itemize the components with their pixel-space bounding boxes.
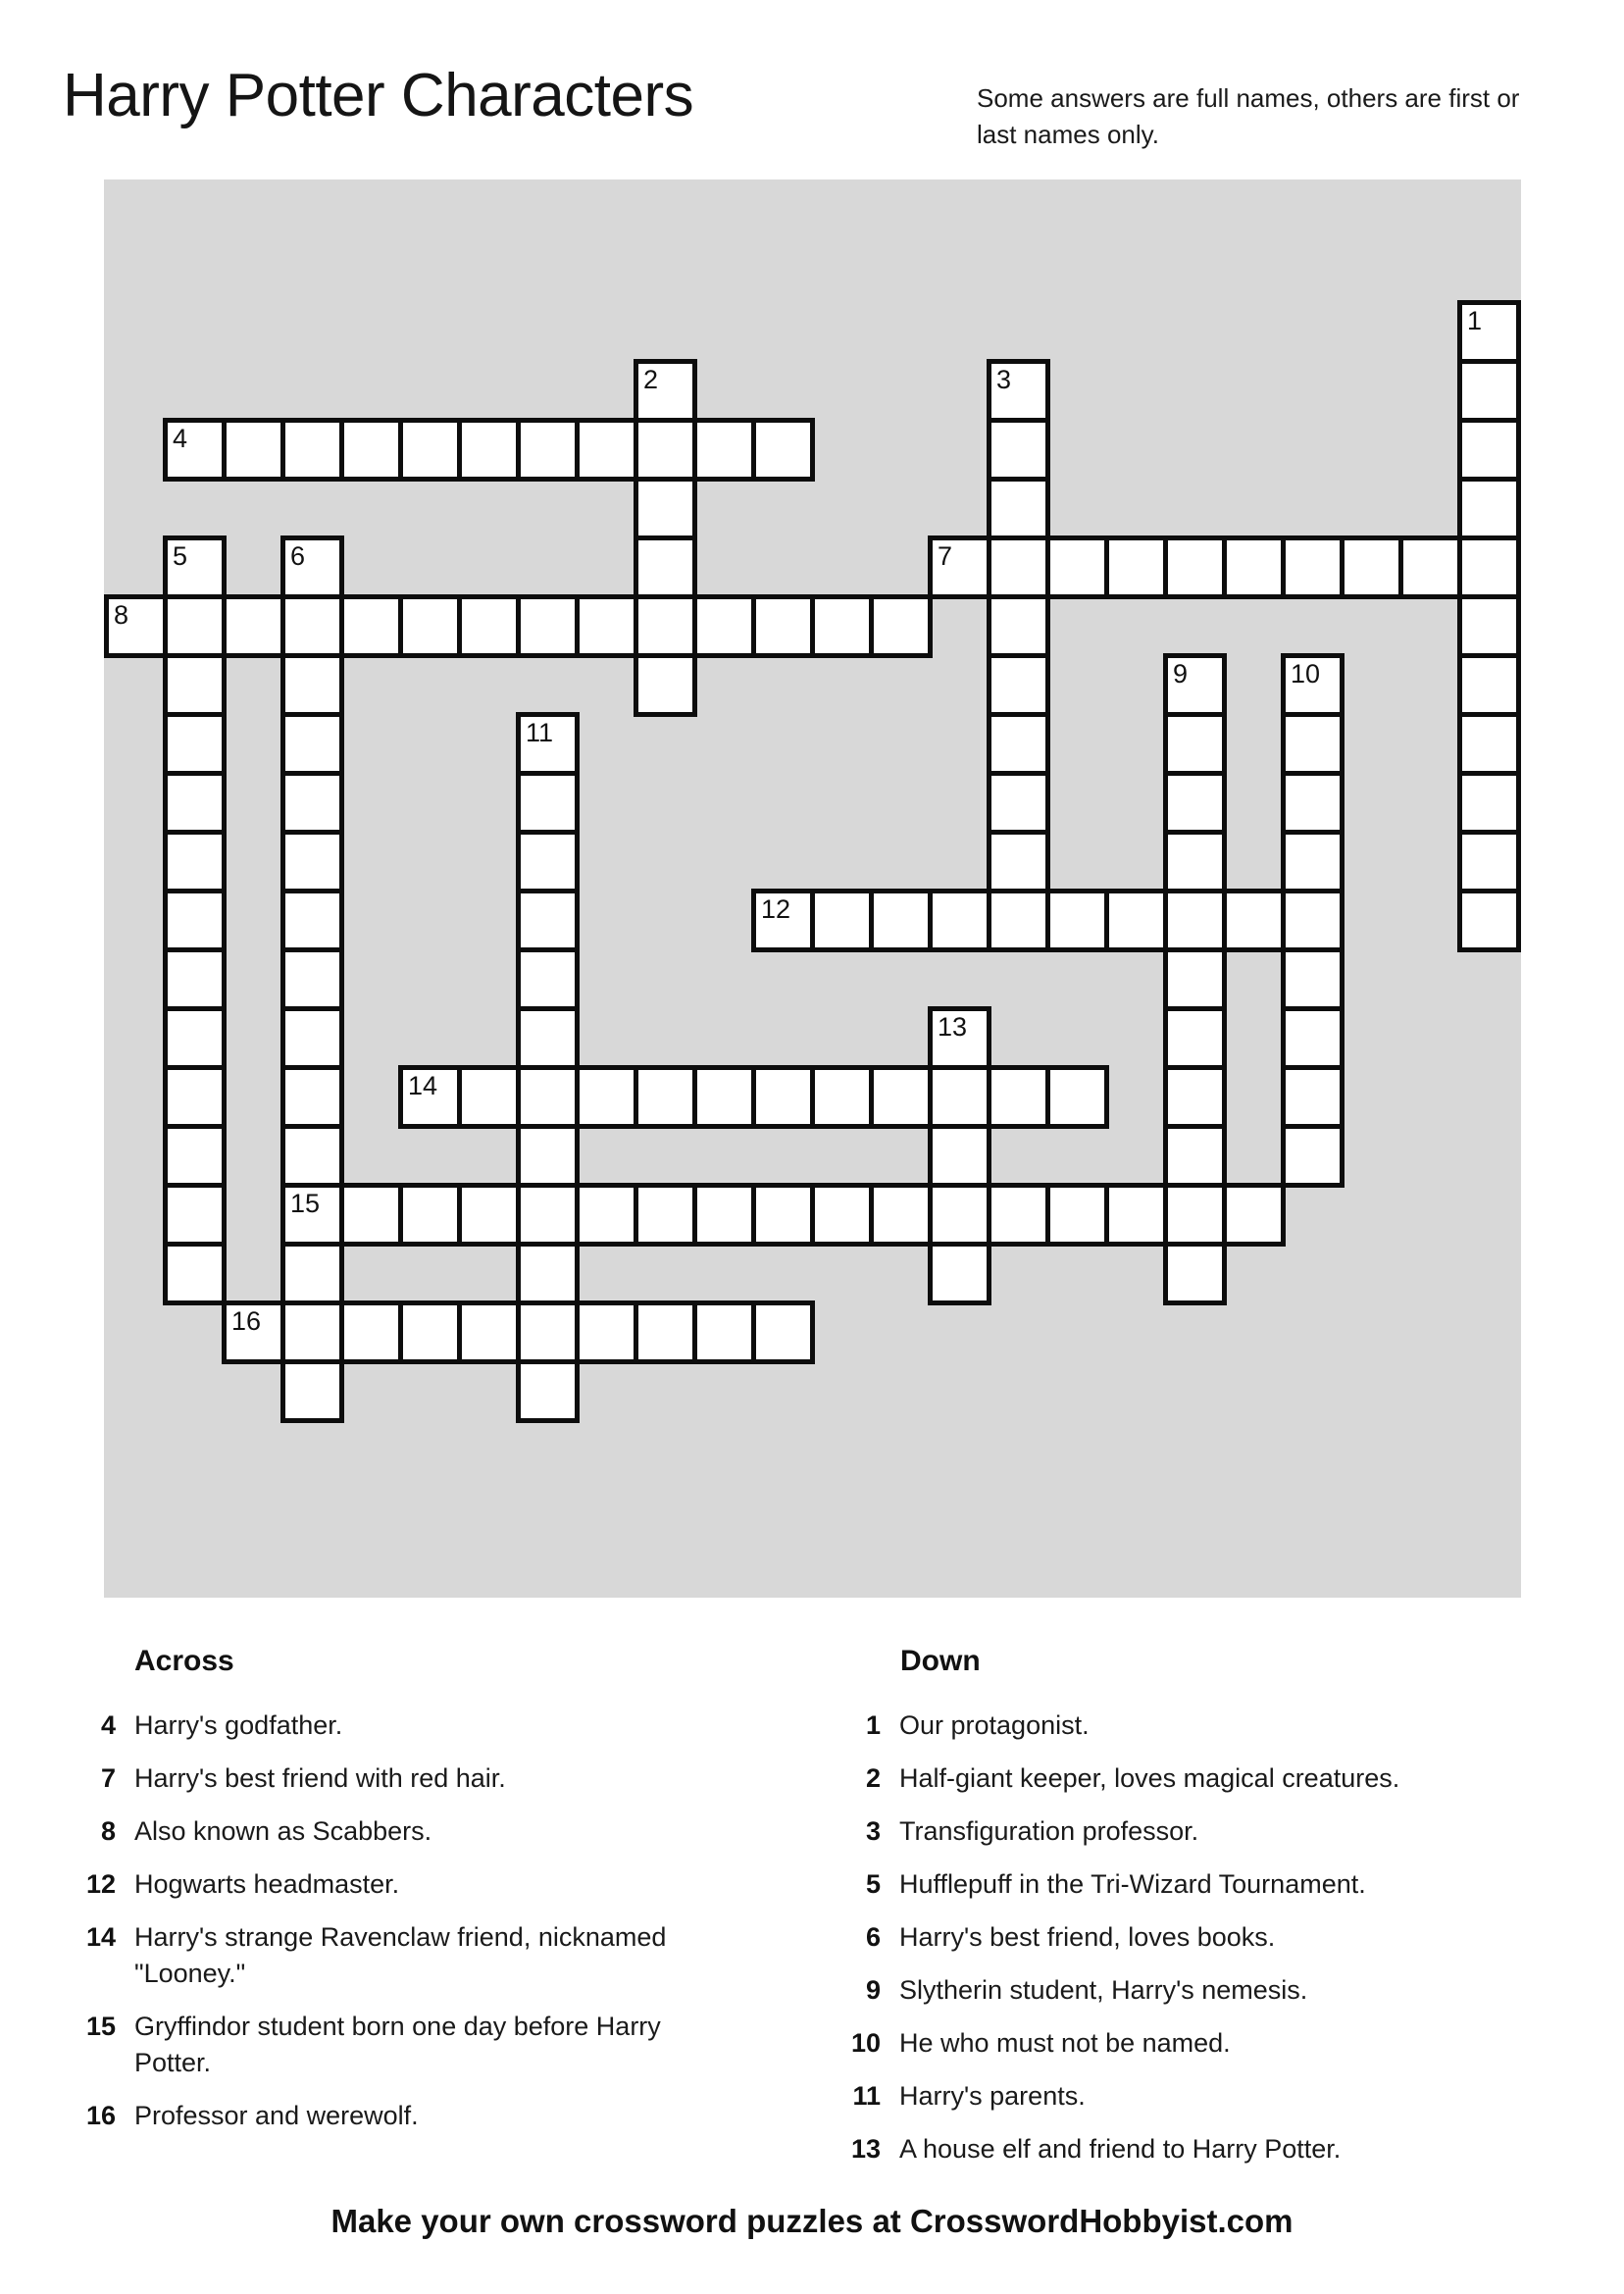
grid-cell[interactable] <box>987 1065 1050 1129</box>
grid-cell[interactable] <box>869 889 933 952</box>
grid-cell[interactable] <box>692 418 756 482</box>
grid-cell[interactable] <box>928 1065 991 1129</box>
grid-cell[interactable] <box>280 1359 344 1423</box>
clue-number: 8 <box>100 1816 116 1846</box>
clue-number: 1 <box>865 1710 881 1740</box>
grid-cell[interactable] <box>575 1183 638 1247</box>
down-heading: Down <box>900 1645 981 1677</box>
grid-cell[interactable] <box>1104 535 1168 599</box>
down-clues-section <box>838 1643 1525 2184</box>
grid-cell[interactable] <box>869 1183 933 1247</box>
grid-cell[interactable] <box>516 830 580 893</box>
clue-item <box>74 1866 721 1903</box>
clue-text: Hogwarts headmaster. <box>134 1869 400 1899</box>
grid-cell[interactable] <box>1163 653 1227 717</box>
clue-text: He who must not be named. <box>899 2028 1231 2058</box>
grid-cell[interactable] <box>163 1124 227 1188</box>
clue-text: Transfiguration professor. <box>899 1816 1199 1846</box>
grid-cell[interactable] <box>928 1183 991 1247</box>
grid-cell[interactable] <box>398 1065 462 1129</box>
grid-cell[interactable] <box>516 889 580 952</box>
cell-number: 9 <box>1173 659 1189 688</box>
grid-cell[interactable] <box>1163 947 1227 1011</box>
grid-cell[interactable] <box>1281 1065 1345 1129</box>
grid-cell[interactable] <box>751 1183 815 1247</box>
cell-number: 14 <box>408 1071 438 1100</box>
grid-cell[interactable] <box>1163 771 1227 835</box>
grid-cell[interactable] <box>928 1124 991 1188</box>
clue-item <box>838 1919 1525 1956</box>
grid-cell[interactable] <box>987 418 1050 482</box>
cell-number: 16 <box>231 1306 262 1336</box>
clue-item <box>74 1708 721 1744</box>
grid-cell[interactable] <box>928 1242 991 1305</box>
grid-cell[interactable] <box>810 1065 874 1129</box>
grid-cell[interactable] <box>634 477 697 540</box>
grid-cell[interactable] <box>457 1183 521 1247</box>
clue-text: Also known as Scabbers. <box>134 1816 432 1846</box>
grid-cell[interactable] <box>457 1300 521 1364</box>
grid-cell[interactable] <box>163 771 227 835</box>
grid-cell[interactable] <box>1281 1124 1345 1188</box>
clue-item <box>838 2078 1525 2115</box>
grid-cell[interactable] <box>280 771 344 835</box>
grid-cell[interactable] <box>280 418 344 482</box>
grid-cell[interactable] <box>869 594 933 658</box>
grid-cell[interactable] <box>163 947 227 1011</box>
grid-cell[interactable] <box>1163 712 1227 776</box>
cell-number: 13 <box>938 1012 968 1042</box>
clue-number: 9 <box>865 1975 881 2005</box>
grid-cell[interactable] <box>339 418 403 482</box>
grid-cell[interactable] <box>280 830 344 893</box>
footer-promo-text: Make your own crossword puzzles at CrosswordHobbyist.com <box>330 2203 1294 2239</box>
grid-cell[interactable] <box>516 771 580 835</box>
clue-number: 10 <box>850 2028 881 2058</box>
clue-item <box>74 1919 721 1992</box>
across-clues-section <box>74 1643 721 2151</box>
grid-cell[interactable] <box>987 771 1050 835</box>
grid-cell[interactable] <box>1281 712 1345 776</box>
clue-item <box>838 1972 1525 2009</box>
clue-text: A house elf and friend to Harry Potter. <box>899 2134 1342 2164</box>
grid-cell[interactable] <box>987 477 1050 540</box>
cell-number: 15 <box>290 1189 321 1218</box>
clue-text: Harry's parents. <box>899 2081 1086 2111</box>
clue-text: Harry's godfather. <box>134 1710 343 1740</box>
grid-cell[interactable] <box>1398 535 1462 599</box>
clue-text: Harry's best friend, loves books. <box>899 1922 1276 1952</box>
grid-cell[interactable] <box>1457 359 1521 423</box>
clue-text: Harry's strange Ravenclaw friend, nicknamed "Looney." <box>134 1922 667 1988</box>
cell-number: 3 <box>996 365 1012 394</box>
clue-item <box>838 2025 1525 2062</box>
clue-number: 13 <box>850 2134 881 2164</box>
grid-cell[interactable] <box>1281 653 1345 717</box>
clue-number: 5 <box>865 1869 881 1899</box>
grid-cell[interactable] <box>1281 535 1345 599</box>
grid-cell[interactable] <box>810 594 874 658</box>
clue-text: Gryffindor student born one day before Harry Potter. <box>134 2012 661 2077</box>
grid-cell[interactable] <box>575 418 638 482</box>
grid-cell[interactable] <box>634 1183 697 1247</box>
grid-cell[interactable] <box>280 1065 344 1129</box>
across-clue-list <box>74 1708 721 2134</box>
grid-cell[interactable] <box>222 1300 285 1364</box>
grid-cell[interactable] <box>1163 1183 1227 1247</box>
cell-number: 1 <box>1467 306 1483 335</box>
across-heading: Across <box>134 1645 234 1677</box>
clue-number: 15 <box>85 2012 116 2041</box>
grid-cell[interactable] <box>634 359 697 423</box>
grid-cell[interactable] <box>634 418 697 482</box>
grid-cell[interactable] <box>163 1183 227 1247</box>
clue-number: 14 <box>85 1922 116 1952</box>
grid-cell[interactable] <box>516 1359 580 1423</box>
grid-cell[interactable] <box>1163 1065 1227 1129</box>
grid-cell[interactable] <box>104 594 168 658</box>
grid-cell[interactable] <box>692 1065 756 1129</box>
grid-cell[interactable] <box>692 1300 756 1364</box>
grid-cell[interactable] <box>280 1183 344 1247</box>
grid-cell[interactable] <box>1163 1124 1227 1188</box>
grid-cell[interactable] <box>516 712 580 776</box>
grid-cell[interactable] <box>516 947 580 1011</box>
grid-cell[interactable] <box>163 535 227 599</box>
cell-number: 5 <box>173 541 188 571</box>
grid-cell[interactable] <box>398 418 462 482</box>
clue-item <box>838 1813 1525 1850</box>
grid-cell[interactable] <box>516 1006 580 1070</box>
grid-cell[interactable] <box>810 889 874 952</box>
clue-number: 16 <box>85 2101 116 2130</box>
grid-cell[interactable] <box>575 1065 638 1129</box>
grid-cell[interactable] <box>1281 1006 1345 1070</box>
grid-cell[interactable] <box>1281 771 1345 835</box>
cell-number: 7 <box>938 541 953 571</box>
grid-cell[interactable] <box>1163 889 1227 952</box>
grid-cell[interactable] <box>575 1300 638 1364</box>
grid-cell[interactable] <box>751 1300 815 1364</box>
grid-cell[interactable] <box>1104 889 1168 952</box>
grid-cell[interactable] <box>751 418 815 482</box>
grid-cell[interactable] <box>163 653 227 717</box>
grid-cell[interactable] <box>1457 477 1521 540</box>
grid-cell[interactable] <box>516 418 580 482</box>
grid-cell[interactable] <box>1281 830 1345 893</box>
grid-cell[interactable] <box>516 1065 580 1129</box>
grid-cell[interactable] <box>222 418 285 482</box>
grid-cell[interactable] <box>1340 535 1403 599</box>
grid-cell[interactable] <box>1163 830 1227 893</box>
grid-cell[interactable] <box>280 712 344 776</box>
grid-cell[interactable] <box>280 594 344 658</box>
grid-cell[interactable] <box>1457 535 1521 599</box>
grid-cell[interactable] <box>163 1242 227 1305</box>
cell-number: 2 <box>643 365 659 394</box>
grid-cell[interactable] <box>163 418 227 482</box>
grid-cell[interactable] <box>634 1065 697 1129</box>
grid-cell[interactable] <box>163 889 227 952</box>
clue-text: Harry's best friend with red hair. <box>134 1763 506 1793</box>
grid-cell[interactable] <box>928 1006 991 1070</box>
grid-cell[interactable] <box>1045 1183 1109 1247</box>
grid-cell[interactable] <box>1104 1183 1168 1247</box>
grid-cell[interactable] <box>339 1300 403 1364</box>
grid-cell[interactable] <box>1281 889 1345 952</box>
grid-cell[interactable] <box>280 1242 344 1305</box>
grid-cell[interactable] <box>1222 1183 1286 1247</box>
clue-item <box>838 1760 1525 1797</box>
grid-cell[interactable] <box>163 1065 227 1129</box>
grid-cell[interactable] <box>869 1065 933 1129</box>
grid-cell[interactable] <box>280 1300 344 1364</box>
grid-cell[interactable] <box>634 1300 697 1364</box>
grid-cell[interactable] <box>457 594 521 658</box>
clue-number: 11 <box>852 2081 881 2111</box>
grid-cell[interactable] <box>987 830 1050 893</box>
cell-number: 6 <box>290 541 306 571</box>
clue-number: 2 <box>865 1763 881 1793</box>
clue-item <box>838 2131 1525 2167</box>
clue-number: 4 <box>100 1710 116 1740</box>
grid-cell[interactable] <box>1045 889 1109 952</box>
grid-cell[interactable] <box>692 1183 756 1247</box>
grid-cell[interactable] <box>987 712 1050 776</box>
clue-item <box>838 1708 1525 1744</box>
clue-text: Professor and werewolf. <box>134 2101 419 2130</box>
grid-cell[interactable] <box>751 889 815 952</box>
grid-cell[interactable] <box>457 1065 521 1129</box>
grid-cell[interactable] <box>1163 1242 1227 1305</box>
grid-cell[interactable] <box>1457 712 1521 776</box>
clue-text: Half-giant keeper, loves magical creatures. <box>899 1763 1400 1793</box>
grid-cell[interactable] <box>1457 594 1521 658</box>
grid-cell[interactable] <box>280 1006 344 1070</box>
clue-number: 12 <box>85 1869 116 1899</box>
clue-item <box>74 1813 721 1850</box>
clue-number: 6 <box>865 1922 881 1952</box>
page-title: Harry Potter Characters <box>63 62 694 129</box>
clue-item <box>838 1866 1525 1903</box>
grid-cell[interactable] <box>751 1065 815 1129</box>
grid-cell[interactable] <box>398 1300 462 1364</box>
grid-cell[interactable] <box>398 594 462 658</box>
grid-cell[interactable] <box>457 418 521 482</box>
grid-cell[interactable] <box>163 1006 227 1070</box>
grid-cell[interactable] <box>516 594 580 658</box>
cell-number: 12 <box>761 894 791 924</box>
clue-text: Slytherin student, Harry's nemesis. <box>899 1975 1308 2005</box>
grid-cell[interactable] <box>987 594 1050 658</box>
grid-cell[interactable] <box>1163 535 1227 599</box>
grid-cell[interactable] <box>634 535 697 599</box>
grid-cell[interactable] <box>1457 653 1521 717</box>
grid-cell[interactable] <box>280 889 344 952</box>
grid-cell[interactable] <box>928 889 991 952</box>
grid-cell[interactable] <box>1045 535 1109 599</box>
grid-cell[interactable] <box>516 1183 580 1247</box>
grid-cell[interactable] <box>1281 947 1345 1011</box>
grid-cell[interactable] <box>1222 889 1286 952</box>
grid-cell[interactable] <box>163 594 227 658</box>
grid-cell[interactable] <box>1457 889 1521 952</box>
grid-cell[interactable] <box>575 594 638 658</box>
grid-cell[interactable] <box>1163 1006 1227 1070</box>
clue-text: Hufflepuff in the Tri-Wizard Tournament. <box>899 1869 1366 1899</box>
grid-cell[interactable] <box>163 712 227 776</box>
cell-number: 4 <box>173 424 188 453</box>
grid-cell[interactable] <box>987 653 1050 717</box>
grid-cell[interactable] <box>222 594 285 658</box>
grid-cell[interactable] <box>987 535 1050 599</box>
clue-text: Our protagonist. <box>899 1710 1090 1740</box>
grid-cell[interactable] <box>1457 300 1521 364</box>
grid-cell[interactable] <box>516 1300 580 1364</box>
down-clue-list <box>838 1708 1525 2167</box>
grid-cell[interactable] <box>516 1124 580 1188</box>
clue-item <box>74 1760 721 1797</box>
subtitle-line-1: Some answers are full names, others are first or <box>977 83 1520 113</box>
grid-cell[interactable] <box>634 594 697 658</box>
grid-cell[interactable] <box>810 1183 874 1247</box>
grid-cell[interactable] <box>987 889 1050 952</box>
clue-number: 7 <box>100 1763 116 1793</box>
grid-cell[interactable] <box>398 1183 462 1247</box>
grid-cell[interactable] <box>692 594 756 658</box>
grid-cell[interactable] <box>1457 771 1521 835</box>
grid-cell[interactable] <box>163 830 227 893</box>
cell-number: 8 <box>114 600 129 630</box>
grid-cell[interactable] <box>280 653 344 717</box>
grid-cell[interactable] <box>339 594 403 658</box>
cell-number: 11 <box>526 718 554 747</box>
grid-cell[interactable] <box>1457 830 1521 893</box>
grid-cell[interactable] <box>751 594 815 658</box>
grid-cell[interactable] <box>928 535 991 599</box>
grid-cell[interactable] <box>987 1183 1050 1247</box>
grid-cell[interactable] <box>516 1242 580 1305</box>
grid-cell[interactable] <box>1222 535 1286 599</box>
grid-cell[interactable] <box>1457 418 1521 482</box>
clue-item <box>74 2009 721 2081</box>
grid-cell[interactable] <box>280 947 344 1011</box>
clue-item <box>74 2098 721 2134</box>
grid-cell[interactable] <box>634 653 697 717</box>
clue-number: 3 <box>865 1816 881 1846</box>
subtitle-line-2: last names only. <box>977 120 1159 149</box>
grid-cell[interactable] <box>339 1183 403 1247</box>
subtitle-note <box>977 80 1519 153</box>
grid-cell[interactable] <box>280 535 344 599</box>
cell-number: 10 <box>1291 659 1321 688</box>
grid-cell[interactable] <box>987 359 1050 423</box>
grid-cell[interactable] <box>280 1124 344 1188</box>
grid-cell[interactable] <box>1045 1065 1109 1129</box>
